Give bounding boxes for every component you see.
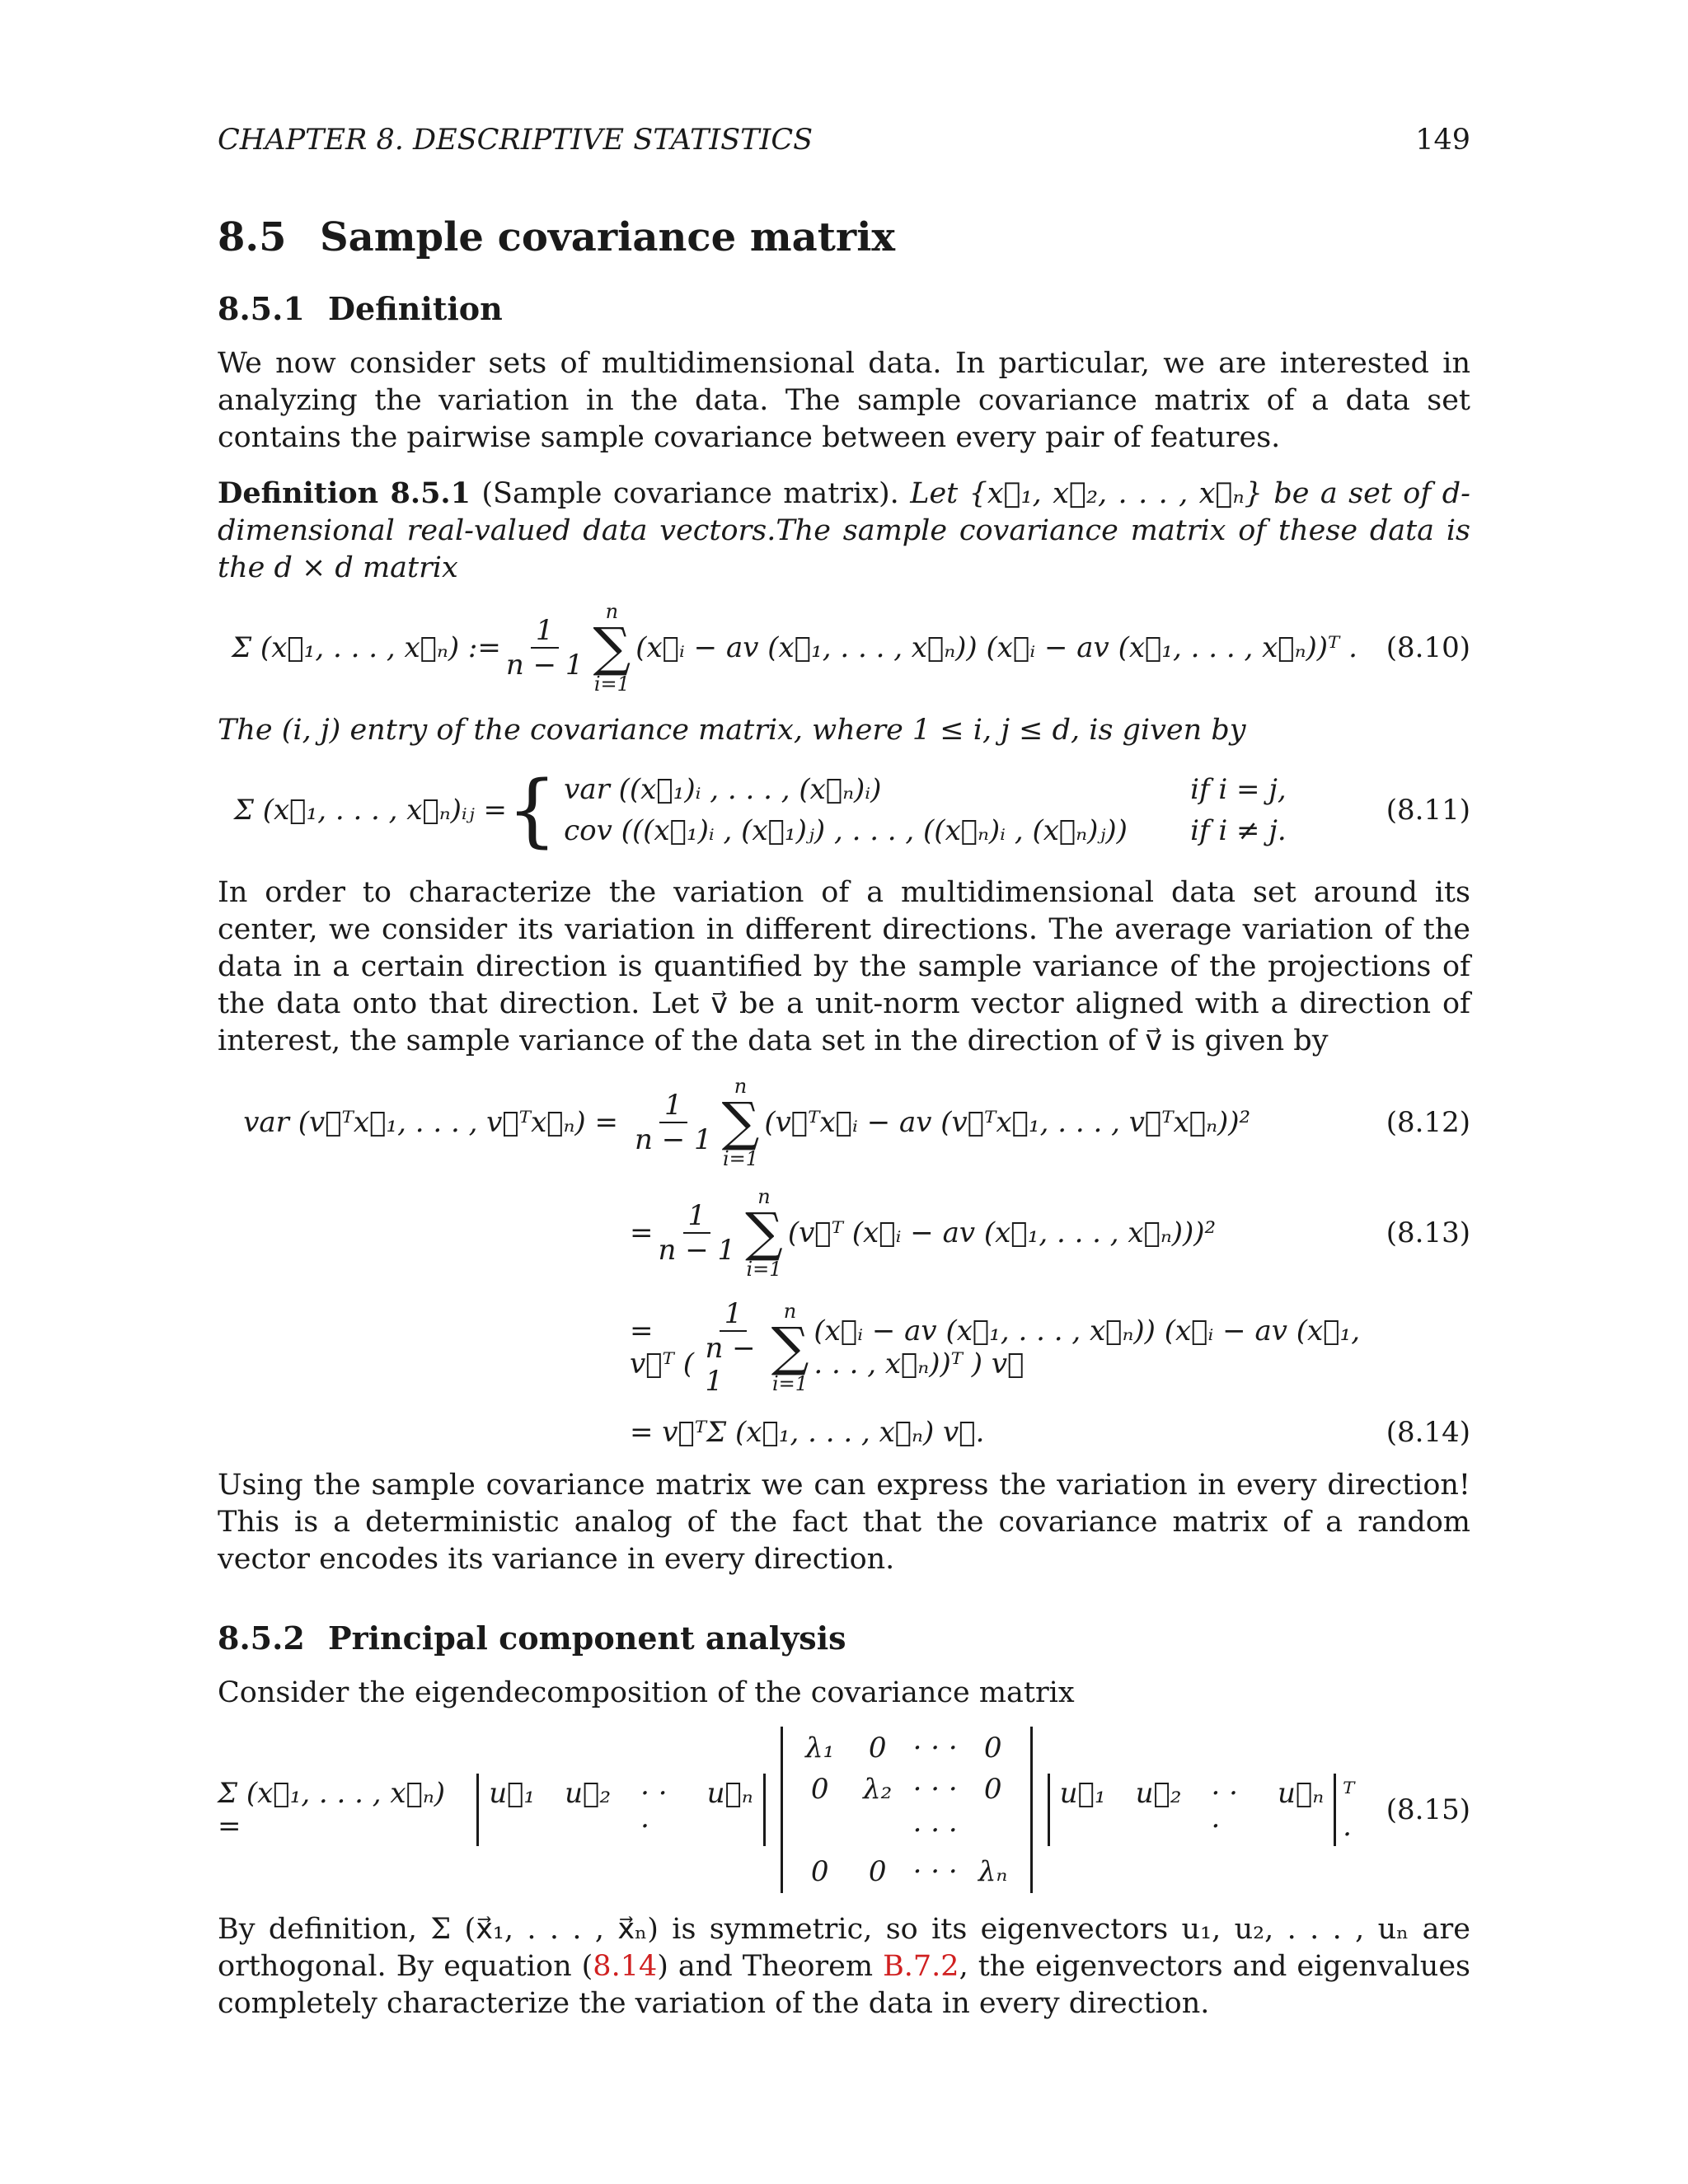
matrix-entry: 0 [868,1732,887,1765]
paragraph-intro: We now consider sets of multidimensional data. In particular, we are interested in analyzing the variation in the data. The sample covariance matrix of a data set contains the pairwise sample covariance between every pair of features. [218,347,1470,454]
matrix-entry: λ₁ [805,1732,835,1765]
matrix-entry: · · · [912,1855,958,1888]
vector-entry: u⃗₂ [1135,1777,1182,1810]
matrix-entry: 0 [810,1773,829,1806]
matrix-entry: 0 [868,1855,887,1888]
equation-8-15: Σ (x⃗₁, . . . , x⃗ₙ) = u⃗₁ u⃗₂ · · · u⃗ₙ λ₁ 0 · · · 0 0 λ₂ · · · 0 · · · 0 0 · · · λₙ u⃗₁ u⃗₂ · · · u⃗ₙ ᵀ . (8.15) [218,1727,1470,1893]
paragraph-analog: Using the sample covariance matrix we can express the variation in every direction! This is a deterministic analog of the fact that the covariance matrix of a random vector encodes its variance in every direction. [218,1469,1470,1576]
align-rhs: = $\frac{1}{n - 1}$ n ∑ i=1 (v⃗ᵀ (x⃗ᵢ − av (x⃗₁, . . . , x⃗ₙ)))² [630,1185,1217,1281]
eigenvector-row [476,1774,765,1846]
subsection-heading-pca: 8.5.2 Principal component analysis [218,1619,846,1657]
matrix-entry: · · · [912,1773,958,1806]
paragraph-conclusion: By definition, Σ (x⃗₁, . . . , x⃗ₙ) is symmetric, so its eigenvectors u₁, u₂, . . . , uₙ are orthogonal. By equation (8.14) and Theorem B.7.2, the eigenvectors and eigenvalues completely characterize the variation of the data in every direction. [218,1913,1471,2020]
page-number: 149 [1415,124,1470,157]
vector-entry: u⃗₁ [1059,1777,1106,1810]
vector-entry: u⃗ₙ [1278,1777,1325,1810]
equation-number: (8.10) [1386,631,1470,664]
vector-entry: · · · [640,1777,668,1843]
matrix-entry: · · · [912,1732,958,1765]
equation-8-11: Σ (x⃗₁, . . . , x⃗ₙ)ᵢⱼ = { var ((x⃗₁)ᵢ , . . . , (x⃗ₙ)ᵢ) if i = j, cov (((x⃗₁)ᵢ , (x⃗₁)ⱼ) , . . . , ((x⃗ₙ)ᵢ , (x⃗ₙ)ⱼ)) if i ≠ j. (8.11) [233,764,1470,856]
equation-8-12-to-8-14 [218,1076,1470,1449]
matrix-entry [964,1814,1022,1847]
matrix-entry [791,1814,849,1847]
running-header [218,124,1470,157]
vector-entry: u⃗₂ [565,1777,612,1810]
theorem-ref-link[interactable]: B.7.2 [883,1950,959,1983]
subsection-heading-definition: 8.5.1 Definition [218,290,503,327]
equation-ref-link[interactable]: 8.14 [593,1950,658,1983]
matrix-entry: λ₂ [863,1773,893,1806]
equation-number: (8.15) [1386,1793,1470,1826]
page [218,124,1470,2022]
section-heading: 8.5 Sample covariance matrix [218,214,896,260]
equation-number: (8.14) [1386,1416,1470,1449]
paragraph-eigendecomposition: Consider the eigendecomposition of the covariance matrix [218,1676,1075,1709]
equation-8-10: Σ (x⃗₁, . . . , x⃗ₙ) := $\frac{1}{n - 1}$ n ∑ i=1 (x⃗ᵢ − av (x⃗₁, . . . , x⃗ₙ)) (x⃗ᵢ − av (x⃗₁, . . . , x⃗ₙ))ᵀ . (8.10) [232,600,1470,696]
equation-number: (8.13) [1386,1216,1470,1249]
vector-entry: · · · [1211,1777,1238,1843]
align-rhs: $\frac{1}{n - 1}$ n ∑ i=1 (v⃗ᵀx⃗ᵢ − av (v⃗ᵀx⃗₁, . . . , v⃗ᵀx⃗ₙ))² [635,1075,1251,1170]
equation-number: (8.12) [1386,1106,1470,1139]
definition-block: Definition 8.5.1 (Sample covariance matrix). Let {x⃗₁, x⃗₂, . . . , x⃗ₙ} be a set of d-dimensional real-valued data vectors.The sample covariance matrix of these data is the d × d matrix [218,476,1470,584]
matrix-entry: 0 [983,1732,1002,1765]
paragraph-directions: In order to characterize the variation of a multidimensional data set around its center, we consider its variation in different directions. The average variation of the data in a certain direction is quantified by the sample variance of the projections of the data onto that direction. Let v⃗ be a unit-norm vector aligned with a direction of interest, the sample variance of the data set in the direction of v⃗ is given by [218,876,1470,1057]
matrix-entry: λₙ [978,1855,1008,1888]
eigenvalue-matrix [781,1727,1033,1893]
chapter-title: CHAPTER 8. DESCRIPTIVE STATISTICS [218,124,814,157]
matrix-entry: 0 [810,1855,829,1888]
eigenvector-row-transposed [1048,1774,1336,1846]
equation-number: (8.11) [1386,794,1470,827]
matrix-entry [849,1814,907,1847]
matrix-entry: 0 [983,1773,1002,1806]
matrix-entry: · · · [912,1814,958,1847]
paragraph-entry: The (i, j) entry of the covariance matrix, where 1 ≤ i, j ≤ d, is given by [218,714,1246,747]
vector-entry: u⃗ₙ [706,1777,753,1810]
align-lhs: var (v⃗ᵀx⃗₁, . . . , v⃗ᵀx⃗ₙ) = [243,1106,618,1139]
vector-entry: u⃗₁ [489,1777,536,1810]
align-rhs: = v⃗ᵀΣ (x⃗₁, . . . , x⃗ₙ) v⃗. [630,1416,985,1449]
align-rhs: = v⃗ᵀ ( $\frac{1}{n - 1}$ n ∑ i=1 (x⃗ᵢ − av (x⃗₁, . . . , x⃗ₙ)) (x⃗ᵢ − av (x⃗₁, . . . , x⃗ₙ))ᵀ ) v⃗ [630,1297,1361,1398]
